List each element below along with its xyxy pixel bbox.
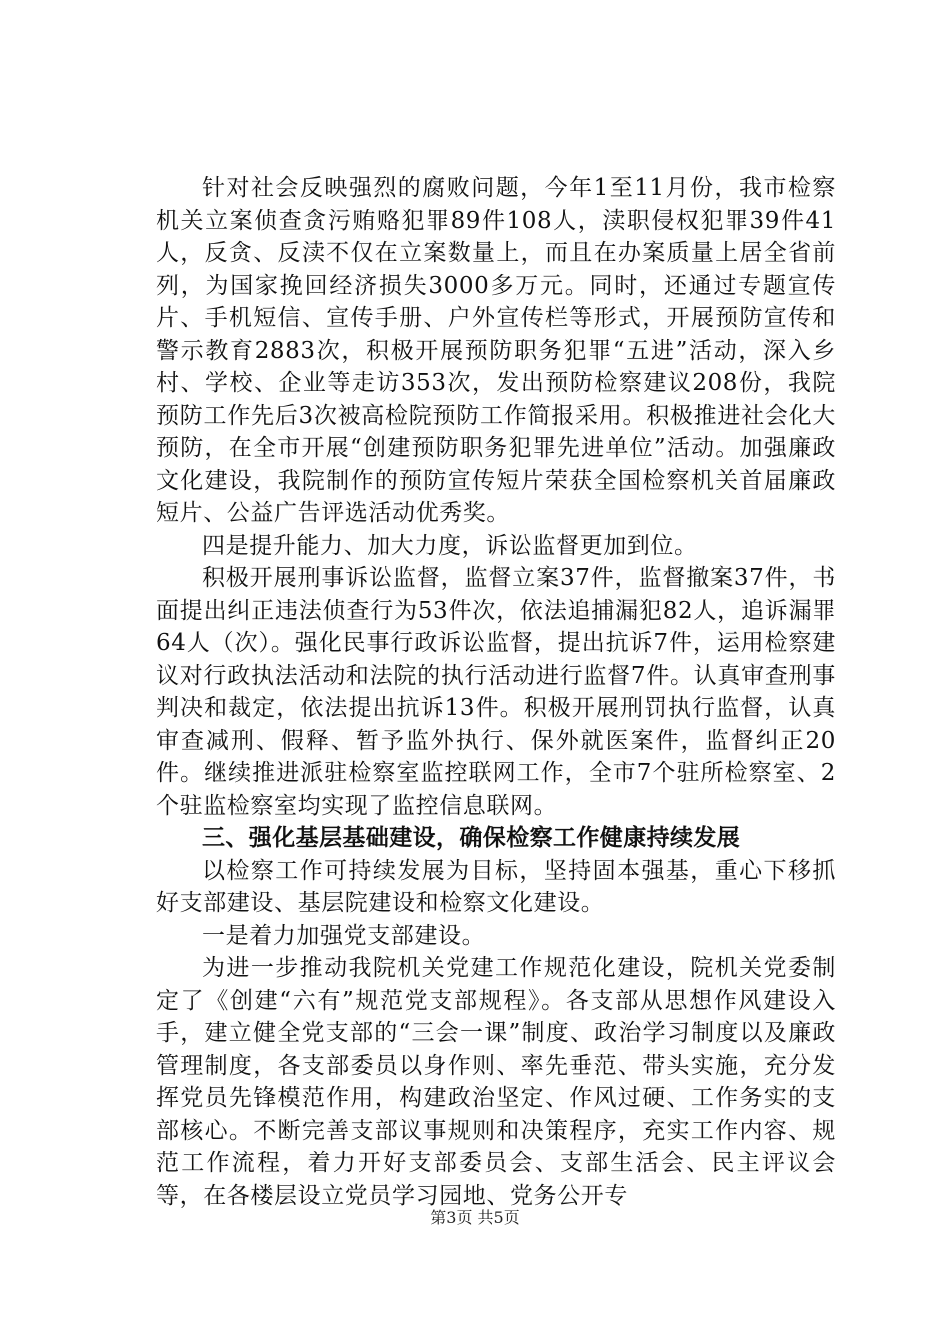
paragraph-litigation-supervision: 积极开展刑事诉讼监督，监督立案37件，监督撤案37件，书面提出纠正违法侦查行为53件次，依法追捕漏犯82人，追诉漏罪64人（次）。强化民事行政诉讼监督，提出抗诉7件，运用检察建议对行政执法活动和法院的执行活动进行监督7件。认真审查刑事判决和裁定，依法提出抗诉13件。积极开展刑罚执行监督，认真审查减刑、假释、暂予监外执行、保外就医案件，监督纠正20件。继续推进派驻检察室监控联网工作，全市7个驻所检察室、2个驻监检察室均实现了监控信息联网。 (156, 565, 836, 819)
paragraph-anticorruption-results: 针对社会反映强烈的腐败问题，今年1至11月份，我市检察机关立案侦查贪污贿赂犯罪89件108人，渎职侵权犯罪39件41人，反贪、反渎不仅在立案数量上，而且在办案质量上居全省前列，为国家挽回经济损失3000多万元。同时，还通过专题宣传片、手机短信、宣传手册、户外宣传栏等形式，开展预防宣传和警示教育2883次，积极开展预防职务犯罪“五进”活动，深入乡村、学校、企业等走访353次，发出预防检察建议208份，我院预防工作先后3次被高检院预防工作简报采用。积极推进社会化大预防，在全市开展“创建预防职务犯罪先进单位”活动。加强廉政文化建设，我院制作的预防宣传短片荣获全国检察机关首届廉政短片、公益广告评选活动优秀奖。 (156, 175, 836, 526)
paragraph-party-branch-title: 一是着力加强党支部建设。 (202, 922, 486, 949)
document-body (156, 172, 836, 1212)
page-footer: 第3页 共5页 (430, 1208, 520, 1227)
paragraph-party-branch-building: 为进一步推动我院机关党建工作规范化建设，院机关党委制定了《创建“六有”规范党支部规程》。各支部从思想作风建设入手，建立健全党支部的“三会一课”制度、政治学习制度以及廉政管理制度，各支部委员以身作则、率先垂范、带头实施，充分发挥党员先锋模范作用，构建政治坚定、作风过硬、工作务实的支部核心。不断完善支部议事规则和决策程序，充实工作内容、规范工作流程，着力开好支部委员会、支部生活会、民主评议会等，在各楼层设立党员学习园地、党务公开专 (156, 955, 836, 1209)
paragraph-litigation-supervision-title: 四是提升能力、加大力度，诉讼监督更加到位。 (202, 532, 698, 559)
paragraph-grassroots-goal: 以检察工作可持续发展为目标，坚持固本强基，重心下移抓好支部建设、基层院建设和检察文化建设。 (156, 857, 836, 916)
section-heading-three: 三、强化基层基础建设，确保检察工作健康持续发展 (202, 825, 741, 851)
